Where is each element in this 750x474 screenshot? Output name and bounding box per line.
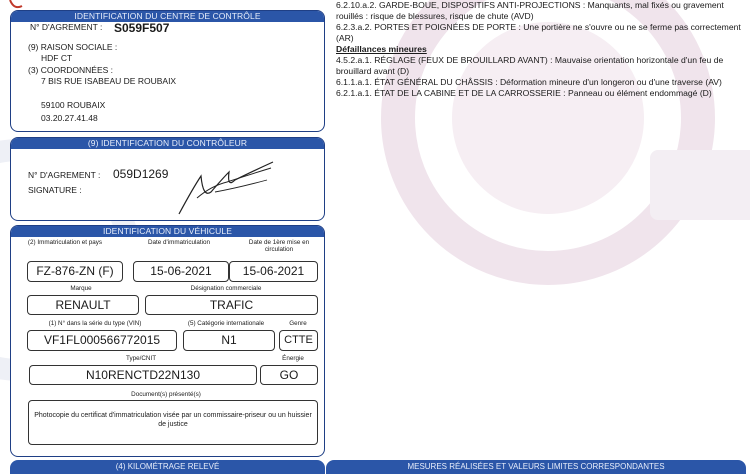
centre-agrement-value: S059F507 (114, 21, 170, 35)
mesures-header-text: MESURES RÉALISÉES ET VALEURS LIMITES CORRESPONDANTES (407, 462, 665, 471)
signature-image (171, 158, 281, 218)
raison-label: (9) RAISON SOCIALE : (28, 42, 118, 52)
energie-label: Énergie (282, 355, 304, 362)
genre-field: CTTE (279, 330, 318, 351)
genre-label: Genre (289, 320, 307, 327)
date-first-label: Date de 1ère mise en circulation (248, 239, 310, 253)
defaut-item-1: 6.2.10.a.2. GARDE-BOUE, DISPOSITIFS ANTI-PROJECTIONS : Manquants, mal fixés ou gravement rouillés : risque de blessures, risque de chute (AVD) (336, 0, 724, 21)
type-label: Type/CNIT (125, 355, 157, 362)
immat-label: (2) Immatriculation et pays (27, 239, 103, 246)
designation-label: Désignation commerciale (190, 285, 262, 292)
mineures-title: Défaillances mineures (336, 44, 427, 54)
date-first-field: 15-06-2021 (229, 261, 318, 282)
coordonnees-label: (3) COORDONNÉES : (28, 65, 114, 75)
controleur-agrement-label: N° D'AGREMENT : (28, 170, 101, 180)
defaut-item-2: 6.2.3.a.2. PORTES ET POIGNÉES DE PORTE : Une portière ne s'ouvre ou ne se ferme pas correctement (AR) (336, 22, 741, 43)
categorie-label: (5) Catégorie internationale (187, 320, 265, 327)
vin-field: VF1FL000566772015 (27, 330, 177, 351)
marque-field: RENAULT (27, 295, 139, 315)
documents-field: Photocopie du certificat d'immatriculation visée par un commissaire-priseur ou un huissier de justice (28, 400, 318, 445)
mesures-header (326, 460, 746, 474)
address-line-1: 7 BIS RUE ISABEAU DE ROUBAIX (41, 76, 177, 86)
centre-header: IDENTIFICATION DU CENTRE DE CONTRÔLE (11, 11, 324, 22)
controleur-agrement-value: 059D1269 (113, 167, 169, 181)
controleur-panel (10, 137, 325, 221)
centre-agrement-label: N° D'AGREMENT : (30, 22, 103, 32)
designation-field: TRAFIC (145, 295, 318, 315)
categorie-field: N1 (183, 330, 275, 351)
controleur-header: (9) IDENTIFICATION DU CONTRÔLEUR (11, 138, 324, 149)
vehicule-panel (10, 225, 325, 457)
vehicule-header: IDENTIFICATION DU VÉHICULE (11, 226, 324, 237)
raison-value: HDF CT (41, 53, 73, 63)
vin-label: (1) N° dans la série du type (VIN) (48, 320, 142, 327)
centre-panel (10, 10, 325, 132)
address-line-2: 59100 ROUBAIX (41, 100, 106, 110)
defaut-item-3: 4.5.2.a.1. RÉGLAGE (FEUX DE BROUILLARD AVANT) : Mauvaise orientation horizontale d'un feu de brouillard avant (D) (336, 55, 724, 76)
defauts-list (336, 0, 746, 99)
signature-label: SIGNATURE : (28, 185, 82, 195)
type-field: N10RENCTD22N130 (29, 365, 257, 385)
immat-field: FZ-876-ZN (F) (27, 261, 123, 282)
kilometrage-header-text: (4) KILOMÉTRAGE RELEVÉ (115, 462, 220, 471)
date-immat-field: 15-06-2021 (133, 261, 229, 282)
documents-label: Document(s) présenté(s) (131, 391, 201, 398)
date-immat-label: Date d'immatriculation (147, 239, 211, 246)
marque-label: Marque (70, 285, 92, 292)
kilometrage-header (10, 460, 325, 474)
defaut-item-5: 6.2.1.a.1. ÉTAT DE LA CABINE ET DE LA CARROSSERIE : Panneau ou élément endommagé (D) (336, 88, 712, 98)
energie-field: GO (260, 365, 318, 385)
phone-number: 03.20.27.41.48 (41, 113, 98, 123)
defaut-item-4: 6.1.1.a.1. ÉTAT GÉNÉRAL DU CHÂSSIS : Déformation mineure d'un longeron ou d'une traverse (AV) (336, 77, 722, 87)
